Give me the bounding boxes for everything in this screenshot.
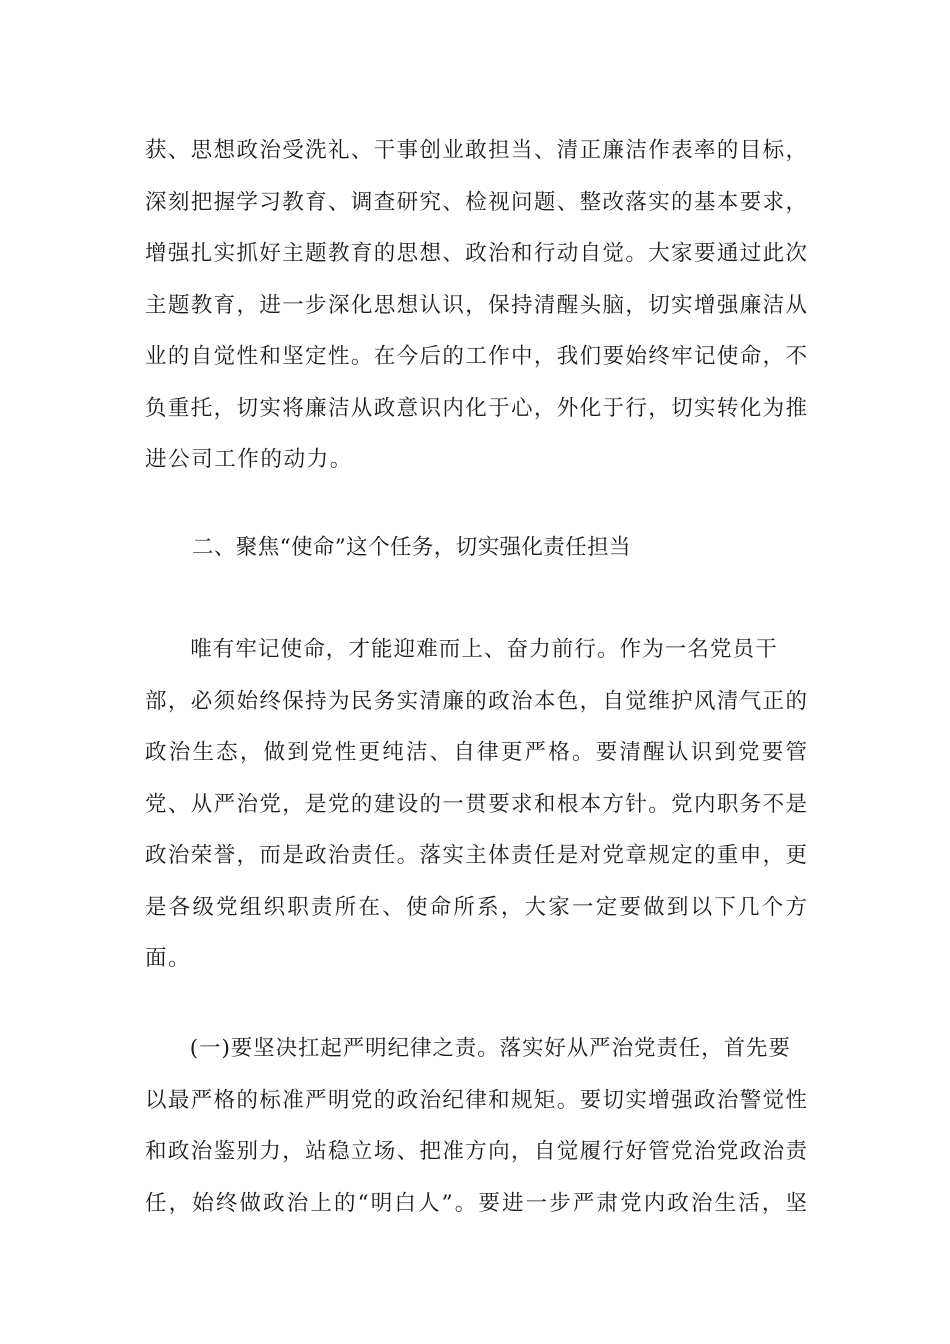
paragraph-line: 增强扎实抓好主题教育的思想、政治和行动自觉。大家要通过此次 bbox=[145, 241, 807, 266]
paragraph-line: 和政治鉴别力，站稳立场、把准方向，自觉履行好管党治党政治责 bbox=[145, 1139, 807, 1164]
paragraph-line: 部，必须始终保持为民务实清廉的政治本色，自觉维护风清气正的 bbox=[145, 688, 807, 714]
section-heading: 二、聚焦“使命”这个任务，切实强化责任担当 bbox=[192, 535, 631, 560]
paragraph-line: 以最严格的标准严明党的政治纪律和规矩。要切实增强政治警觉性 bbox=[145, 1087, 807, 1113]
paragraph-line: 是各级党组织职责所在、使命所系，大家一定要做到以下几个方 bbox=[145, 894, 807, 920]
paragraph-line: 深刻把握学习教育、调查研究、检视问题、整改落实的基本要求， bbox=[145, 189, 807, 215]
paragraph-3 bbox=[145, 1023, 807, 1229]
paragraph-line: 获、思想政治受洗礼、干事创业敢担当、清正廉洁作表率的目标， bbox=[145, 138, 807, 163]
paragraph-line: 业的自觉性和坚定性。在今后的工作中，我们要始终牢记使命，不 bbox=[145, 344, 807, 369]
paragraph-line: 政治生态，做到党性更纯洁、自律更严格。要清醒认识到党要管 bbox=[145, 740, 807, 765]
paragraph-2 bbox=[145, 624, 807, 985]
paragraph-line: 主题教育，进一步深化思想认识，保持清醒头脑，切实增强廉洁从 bbox=[145, 292, 807, 318]
paragraph-line: 面。 bbox=[145, 946, 192, 971]
paragraph-line: 进公司工作的动力。 bbox=[145, 447, 353, 472]
paragraph-1 bbox=[145, 125, 807, 486]
paragraph-line: 政治荣誉，而是政治责任。落实主体责任是对党章规定的重申，更 bbox=[145, 843, 807, 868]
paragraph-line: (一)要坚决扛起严明纪律之责。落实好从严治党责任，首先要 bbox=[145, 1036, 791, 1061]
paragraph-line: 负重托，切实将廉洁从政意识内化于心，外化于行，切实转化为推 bbox=[145, 395, 807, 421]
paragraph-line: 唯有牢记使命，才能迎难而上、奋力前行。作为一名党员干 bbox=[145, 637, 778, 662]
paragraph-line: 党、从严治党，是党的建设的一贯要求和根本方针。党内职务不是 bbox=[145, 791, 807, 817]
paragraph-line: 任，始终做政治上的“明白人”。要进一步严肃党内政治生活，坚 bbox=[145, 1190, 807, 1216]
